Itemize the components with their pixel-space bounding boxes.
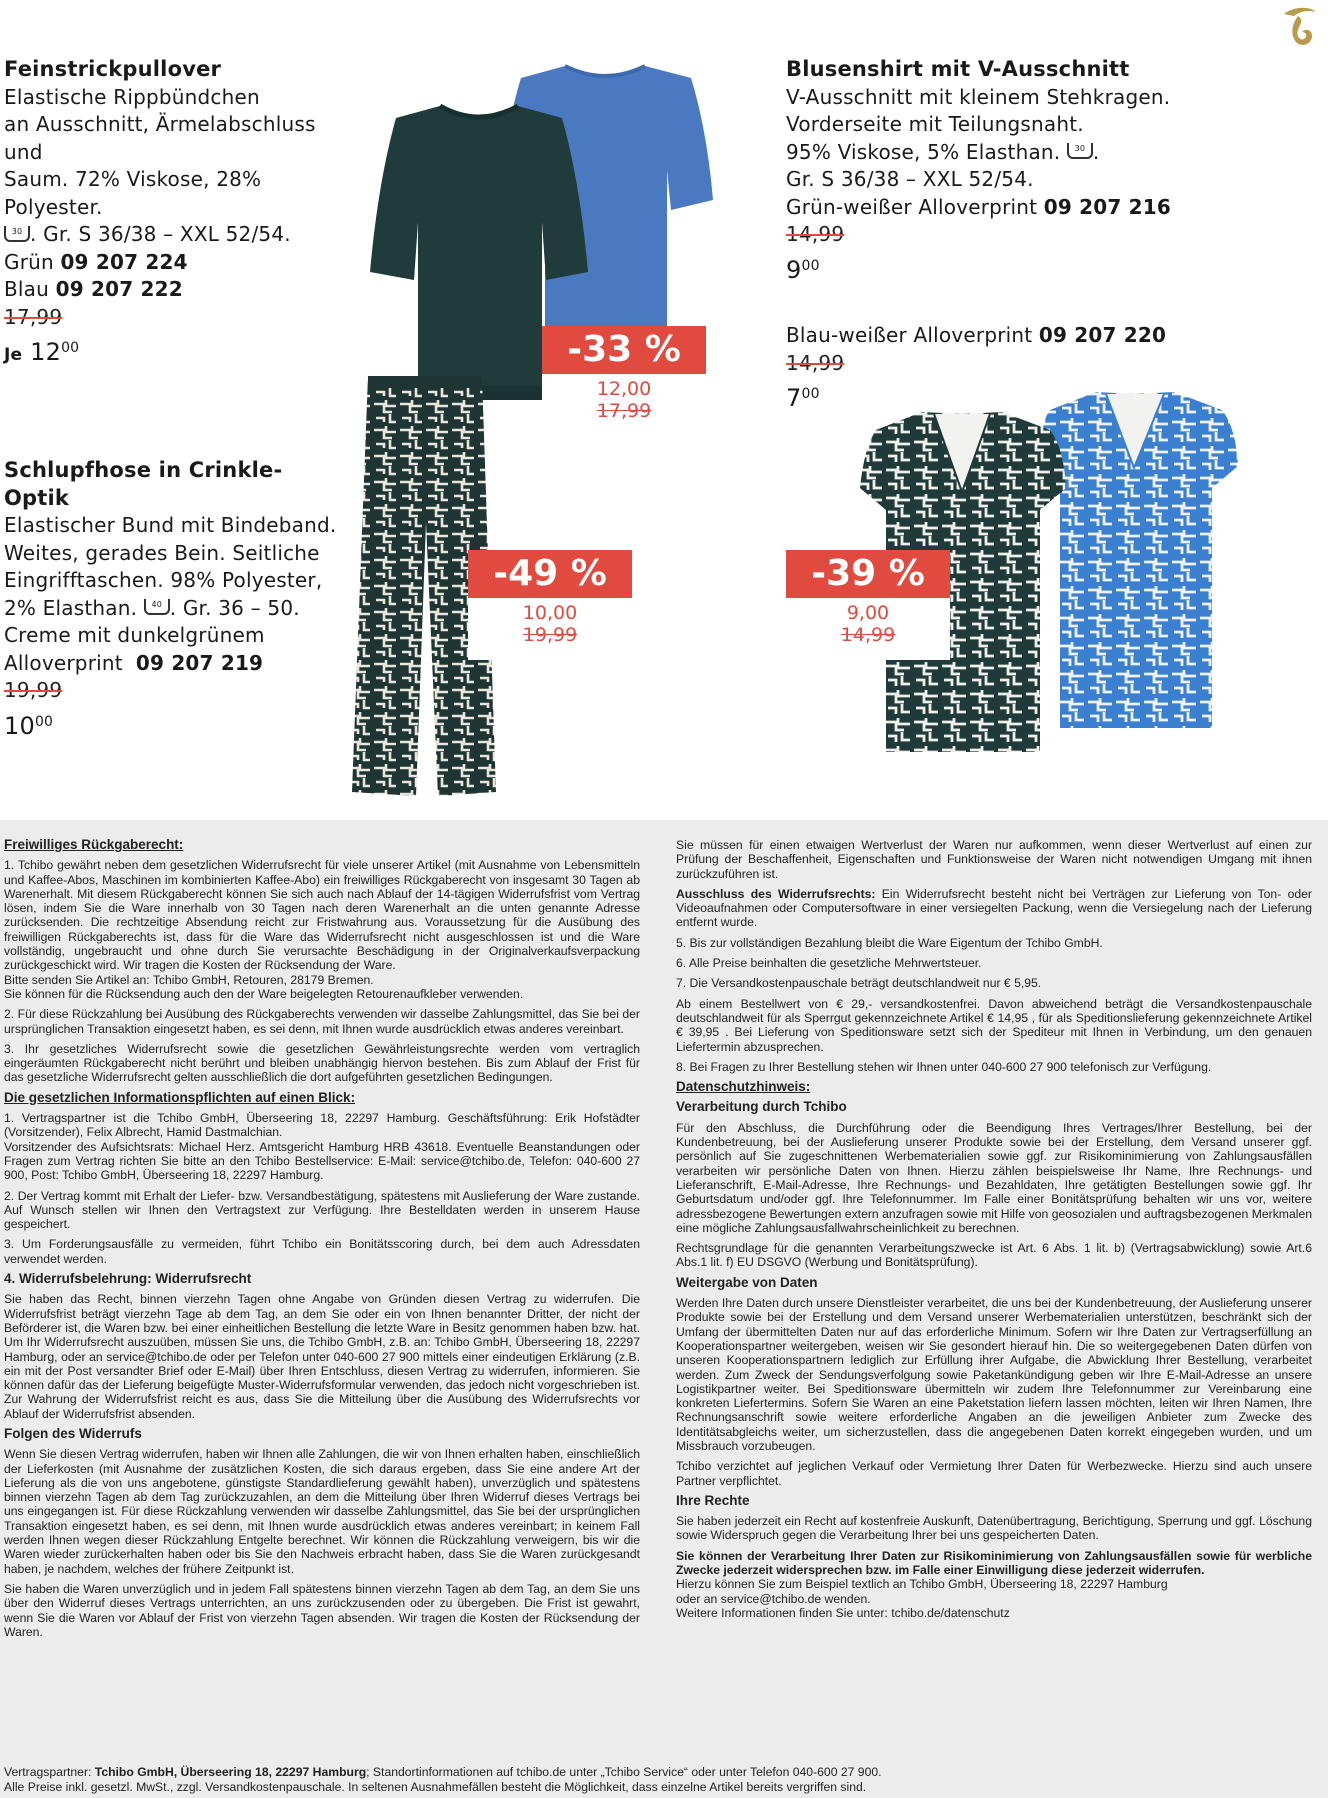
product-desc-line: Eingrifftaschen. 98% Polyester,: [4, 568, 323, 592]
legal-paragraph: Sie können für die Rücksendung auch den der Ware beigelegten Retourenaufkleber verwenden.: [4, 986, 524, 1001]
badge-old-price: 19,99: [522, 624, 578, 646]
current-price: $7^{00}$: [786, 384, 820, 412]
legal-paragraph: 1. Tchibo gewährt neben dem gesetzlichen Widerrufsrecht für viele unserer Artikel (mit Ausnahme von Lebensmitteln und Kaffee-Abos, Maschinen im kombinierten Kaffee-Abo) ein freiwilliges Rückgaberecht von insgesamt 30 Tagen ab Warenerhalt. Mit diesem Rückgaberecht können Sie sich auch nach Ablauf der 14-tägigen Widerrufsfrist vom Vertrag lösen, indem Sie die Ware innerhalb von 30 Tagen nach deren Warenerhalt an die unten genannte Adresse zurücksenden. Die rechtzeitige Absendung reicht zur Fristwahrung aus. Voraussetzung für die Ausübung des freiwilligen Rückgaberechts ist, dass für die Ware das Widerrufsrecht nicht ausgeschlossen ist und die Ware vollständig, ungebraucht und ohne durch Sie verursachte Beschädigung in der Originalverkaufsverpackung zurückgeschickt wird. Wir tragen die Kosten der Rücksendung der Ware.: [4, 858, 640, 973]
legal-paragraph: Sie müssen für einen etwaigen Wertverlust der Waren nur aufkommen, wenn dieser Wertverlust auf einen zur Prüfung der Beschaffenheit, Eigenschaften und Funktionsweise der Waren nicht notwendigen Umgang mit ihnen zurückzuführen ist.: [676, 838, 1312, 881]
product-desc-line: Elastische Rippbündchen: [4, 84, 260, 109]
old-price: 14,99: [786, 222, 845, 246]
badge-old-price: 17,99: [596, 400, 652, 422]
footer: [4, 1765, 1324, 1795]
product-desc-line: Weites, gerades Bein. Seitliche: [4, 540, 320, 565]
old-price: 14,99: [786, 350, 845, 375]
badge-new-price: 9,00: [846, 602, 890, 624]
heading-verarbeitung: Verarbeitung durch Tchibo: [676, 1099, 847, 1115]
badge-new-price: 12,00: [596, 378, 652, 400]
legal-paragraph: Für den Abschluss, die Durchführung oder die Beendigung Ihres Vertrages/Ihrer Bestellung, bei der Kundenbetreuung, bei der Auslieferung unserer Produkte sowie bei der Erstellung, dem Versand unserer ggf. persönlich auf Sie zugeschnittenen Werbematerialien sowie ggf. zur Risikominimierung von Zahlungsausfällen verarbeiten wir persönliche Daten von Ihnen. Hierzu zählen beispielsweise Ihr Name, Ihre Rechnungs- und Lieferanschrift, E-Mail-Adresse, Ihre Rechnungs- und Bezahldaten, Ihre getätigten Bestellungen sowie ggf. Ihr Geburtsdatum und/oder ggf. Ihre Telefonnummer. Im Falle einer Bonitätsprüfung behalten wir uns vor, weitere adressbezogene Bewertungen extern anzufragen sowie mit Hilfe von geosozialen und auftragsbezogenen Merkmalen eine mögliche Zahlungsausfallwahrscheinlichkeit zu berechnen.: [676, 1120, 1312, 1235]
heading-datenschutz: Datenschutzhinweis:: [676, 1079, 811, 1095]
wash-30-icon: 30: [4, 226, 30, 242]
legal-paragraph: Tchibo verzichtet auf jeglichen Verkauf oder Vermietung Ihrer Daten für Werbezwecke. Hierzu sind auch unsere Partner verpflichtet.: [676, 1459, 1312, 1488]
product-desc-line: V-Ausschnitt mit kleinem Stehkragen.: [786, 84, 1171, 109]
legal-paragraph: Rechtsgrundlage für die genannten Verarbeitungszwecke ist Art. 6 Abs. 1 lit. b) (Vertragsabwicklung) sowie Art.6 Abs.1 lit. f) EU DSGVO (Werbung und Bonitätsprüfung).: [676, 1241, 1312, 1270]
legal-paragraph: 2. Für diese Rückzahlung bei Ausübung des Rückgaberechts verwenden wir dasselbe Zahlungsmittel, das Sie bei der ursprünglichen Transaktion eingesetzt haben, es sei denn, mit Ihnen wurde ausdrücklich etwas anderes vereinbart.: [4, 1007, 640, 1036]
legal-paragraph: Ab einem Bestellwert von € 29,- versandkostenfrei. Davon abweichend beträgt die Versandkostenpauschale deutschlandweit für als Sperrgut gekennzeichnete Artikel € 14,95 , für als Speditionslieferung gekennzeichnete Artikel € 39,95 . Bei Lieferung von Speditionsware setzt sich der Spediteur mit Ihnen in Verbindung, um den genauen Liefertermin abzusprechen.: [676, 996, 1312, 1054]
legal-paragraph: Vorsitzender des Aufsichtsrats: Michael Herz. Amtsgericht Hamburg HRB 43618. Eventuelle Beanstandungen oder Fragen zum Vertrag richten Sie bitte an den Tchibo Bestellservice: E-Mail: service@tchibo.de, Telefon: 040-600 27 900, Post: Tchibo GmbH, Überseering 18, 22297 Hamburg.: [4, 1139, 640, 1183]
legal-paragraph: 7. Die Versandkostenpauschale beträgt deutschlandweit nur € 5,95.: [676, 976, 1042, 991]
heading-rueckgaberecht: Freiwilliges Rückgaberecht:: [4, 837, 184, 852]
wash-30-icon: 30: [1067, 143, 1093, 159]
discount-percent: -49 %: [468, 550, 632, 598]
product-pullover: [4, 56, 344, 370]
discount-badge-blouse: [786, 550, 950, 660]
legal-paragraph: 6. Alle Preise beinhalten die gesetzliche Mehrwertsteuer.: [676, 956, 982, 971]
legal-paragraph: Werden Ihre Daten durch unsere Dienstleister verarbeitet, die uns bei der Kundenbetreuung, der Auslieferung unserer Produkte sowie bei der Erstellung und dem Versand unserer Werbematerialien unterstützen, beschränkt sich der Umfang der übermittelten Daten nur auf das erforderliche Minimum. Sofern wir Ihre Daten zur Vertragserfüllung an Kooperationspartner weitergeben, weisen wir Sie gesondert hierauf hin. Die so weitergegebenen Daten dürfen von unseren Kooperationspartnern lediglich zur Erfüllung ihrer Aufgabe, die Abwicklung Ihrer Bestellung, verarbeitet werden. Zum Zweck der Sendungsverfolgung sowie Paketankündigung geben wir Ihre E-Mail-Adresse an unsere Logistikpartner weiter. Bei Speditionsware übermitteln wir zudem Ihre Telefonnummer zur Vereinbarung eine konkreten Liefertermins. Sofern Sie Waren an eine Paketstation liefern lassen möchten, leiten wir Ihren Namen, Ihre Rechnungsanschrift sowie weitere erforderliche Angaben an die jeweiligen Anbieter zum Zwecke des Identitätsabgleichs weiter, um sicherzustellen, dass die angegebenen Daten korrekt eingegeben wurden, und um Missbrauch vorzubeugen.: [676, 1296, 1312, 1453]
discount-percent: -39 %: [786, 550, 950, 598]
heading-widerrufsbelehrung: 4. Widerrufsbelehrung: Widerrufsrecht: [4, 1271, 252, 1287]
legal-paragraph: 5. Bis zur vollständigen Bezahlung bleibt die Ware Eigentum der Tchibo GmbH.: [676, 935, 1103, 950]
legal-paragraph: Hierzu können Sie zum Beispiel textlich an Tchibo GmbH, Überseering 18, 22297 Hamburg: [676, 1577, 1168, 1592]
article-number: 09 207 224: [60, 249, 188, 274]
product-size-line: 30 . Gr. S 36/38 – XXL 52/54.: [4, 221, 344, 249]
product-blouse: [786, 56, 1186, 284]
product-title: Feinstrickpullover: [4, 57, 222, 81]
product-desc-line: Creme mit dunkelgrünem: [4, 623, 265, 647]
discount-percent: -33 %: [542, 326, 706, 374]
current-price: Je $12^{00}$: [4, 338, 80, 366]
article-number: 09 207 219: [135, 650, 264, 675]
legal-left-column: [4, 838, 640, 1645]
product-title: Blusenshirt mit V-Ausschnitt: [786, 57, 1130, 81]
product-desc-line: 95% Viskose, 5% Elasthan. 30 .: [786, 139, 1100, 164]
legal-paragraph: Ausschluss des Widerrufsrechts: Ein Widerrufsrecht besteht nicht bei Verträgen zur Lieferung von Ton- oder Videoaufnahmen oder Computersoftware in einer versiegelten Packung, wenn die Versiegelung nach der Lieferung entfernt wurde.: [676, 886, 1312, 930]
heading-informationspflichten: Die gesetzlichen Informationspflichten auf einen Blick:: [4, 1089, 356, 1105]
current-price: $9^{00}$: [786, 255, 820, 284]
legal-paragraph: Weitere Informationen finden Sie unter: tchibo.de/datenschutz: [676, 1605, 1010, 1620]
heading-folgen-widerruf: Folgen des Widerrufs: [4, 1425, 142, 1441]
product-desc-line: Elastischer Bund mit Bindeband.: [4, 513, 337, 537]
legal-paragraph: 1. Vertragspartner ist die Tchibo GmbH, Überseering 18, 22297 Hamburg. Geschäftsführung: Erik Hofstädter (Vorsitzender), Felix Albrecht, Hamid Dastmalchian.: [4, 1111, 640, 1140]
badge-old-price: 14,99: [840, 624, 896, 646]
legal-paragraph-bold: Sie können der Verarbeitung Ihrer Daten zur Risikominimierung von Zahlungsausfällen sowie für werbliche Zwecke jederzeit widersprechen bzw. im Falle einer Einwilligung diese jederzeit widerrufen.: [676, 1548, 1312, 1578]
legal-paragraph: Wenn Sie diesen Vertrag widerrufen, haben wir Ihnen alle Zahlungen, die wir von Ihnen erhalten haben, einschließlich der Lieferkosten (mit Ausnahme der zusätzlichen Kosten, die sich daraus ergeben, dass Sie eine andere Art der Lieferung als die von uns angebotene, günstigste Standardlieferung gewählt haben), unverzüglich und spätestens binnen vierzehn Tagen ab dem Tag zurückzuzahlen, an dem die Mitteilung über Ihren Widerruf dieses Vertrags bei uns eingegangen ist. Für diese Rückzahlung verwenden wir dasselbe Zahlungsmittel, das Sie bei der ursprünglichen Transaktion eingesetzt haben, es sei denn, mit Ihnen wurde ausdrücklich etwas anderes vereinbart; in keinem Fall werden Ihnen wegen dieser Rückzahlung Entgelte berechnet. Wir können die Rückzahlung verweigern, bis wir die Waren wieder zurückerhalten haben oder bis Sie den Nachweis erbracht haben, dass Sie die Waren zurückgesandt haben, je nachdem, welches der frühere Zeitpunkt ist.: [4, 1447, 640, 1576]
tchibo-logo: [1276, 4, 1322, 50]
variant-green-white: Grün-weißer Alloverprint 09 207 216: [786, 194, 1172, 219]
product-desc-line: an Ausschnitt, Ärmelabschluss und: [4, 112, 316, 164]
legal-paragraph: Sie haben das Recht, binnen vierzehn Tagen ohne Angabe von Gründen diesen Vertrag zu widerrufen. Die Widerrufsfrist beträgt vierzehn Tage ab dem Tag, an dem Sie oder ein von Ihnen benannter Dritter, der nicht der Beförderer ist, die Waren bzw. bei einer einheitlichen Bestellung die letzte Ware in Besitz genommen haben bzw. hat. Um Ihr Widerrufsrecht auszuüben, müssen Sie uns, die Tchibo GmbH, z.B. an: Tchibo GmbH, Überseering 18, 22297 Hamburg, oder an service@tchibo.de oder per Telefon unter 040-600 27 900 mittels einer eindeutigen Erklärung (z.B. ein mit der Post versandter Brief oder E-Mail) über Ihren Entschluss, diesen Vertrag zu widerrufen, informieren. Sie können dafür das der Lieferung beigefügte Muster-Widerrufsformular verwenden, das jedoch nicht vorgeschrieben ist. Zur Wahrung der Widerrufsfrist reicht es aus, dass Sie die Mitteilung über die Ausübung des Widerrufsrechts vor Ablauf der Widerrufsfrist absenden.: [4, 1292, 640, 1421]
legal-paragraph: 8. Bei Fragen zu Ihrer Bestellung stehen wir Ihnen unter 040-600 27 900 telefonisch zur Verfügung.: [676, 1059, 1212, 1074]
product-blouse-variant-blue: [786, 322, 1186, 413]
footer-line: Vertragspartner: Tchibo GmbH, Überseering 18, 22297 Hamburg; Standortinformationen auf tchibo.de unter „Tchibo Service“ oder unter Telefon 040-600 27 900.: [4, 1765, 882, 1779]
product-pants: [4, 457, 344, 740]
variant-blue-white: Blau-weißer Alloverprint 09 207 220: [786, 323, 1167, 347]
old-price: 17,99: [4, 304, 63, 329]
legal-paragraph: 3. Um Forderungsausfälle zu vermeiden, führt Tchibo ein Bonitätsscoring durch, bei dem auch Adressdaten verwendet werden.: [4, 1237, 640, 1266]
old-price: 19,99: [4, 678, 63, 702]
article-number: 09 207 220: [1038, 323, 1167, 347]
legal-paragraph: 2. Der Vertrag kommt mit Erhalt der Liefer- bzw. Versandbestätigung, spätestens mit Auslieferung der Ware zustande. Auf Wunsch stellen wir Ihnen den Vertragstext zur Verfügung. Ihre Bestelldaten werden in unserem Hause gespeichert.: [4, 1188, 640, 1232]
product-desc-line: Vorderseite mit Teilungsnaht.: [786, 112, 1084, 136]
legal-paragraph: oder an service@tchibo.de wenden.: [676, 1591, 871, 1606]
variant-blue: Blau 09 207 222: [4, 277, 183, 301]
legal-paragraph: Sie haben die Waren unverzüglich und in jedem Fall spätestens binnen vierzehn Tagen ab dem Tag, an dem Sie uns über den Widerruf dieses Vertrags unterrichten, an uns zurückzusenden oder zu übergeben. Die Frist ist gewahrt, wenn Sie die Waren vor Ablauf der Frist von vierzehn Tagen absenden. Wir tragen die Kosten der Rücksendung der Waren.: [4, 1581, 640, 1639]
product-desc-line: Saum. 72% Viskose, 28% Polyester.: [4, 167, 262, 219]
heading-weitergabe: Weitergabe von Daten: [676, 1274, 818, 1290]
legal-paragraph: 3. Ihr gesetzliches Widerrufsrecht sowie die gesetzlichen Gewährleistungsrechte werden vom vertraglich eingeräumten Rückgaberecht nicht berührt und bleiben unabhängig hiervon bestehen. Bis zum Ablauf der Frist für das gesetzliche Widerrufsrecht gelten ausschließlich die dort aufgeführten gesetzlichen Bedingungen.: [4, 1041, 640, 1085]
heading-ihre-rechte: Ihre Rechte: [676, 1492, 750, 1508]
variant-green: Grün 09 207 224: [4, 249, 188, 274]
legal-right-column: [676, 838, 1312, 1626]
wash-40-icon: 40: [144, 599, 170, 615]
footer-line: Alle Preise inkl. gesetzl. MwSt., zzgl. Versandkostenpauschale. In seltenen Ausnahmefällen besteht die Möglichkeit, dass einzelne Artikel bereits vergriffen sind.: [4, 1780, 867, 1794]
discount-badge-pants: [468, 550, 632, 660]
variant-line: Alloverprint 09 207 219: [4, 650, 264, 675]
product-title: Schlupfhose in Crinkle-Optik: [4, 458, 283, 510]
legal-paragraph: Bitte senden Sie Artikel an: Tchibo GmbH, Retouren, 28179 Bremen.: [4, 972, 374, 987]
badge-new-price: 10,00: [522, 602, 578, 624]
current-price: $10^{00}$: [4, 711, 54, 740]
discount-badge-pullover: [542, 326, 706, 436]
article-number: 09 207 222: [55, 277, 183, 301]
article-number: 09 207 216: [1043, 194, 1172, 219]
product-desc-line: 2% Elasthan. 40 . Gr. 36 – 50.: [4, 595, 300, 620]
legal-paragraph: Sie haben jederzeit ein Recht auf kostenfreie Auskunft, Datenübertragung, Berichtigung, Sperrung und ggf. Löschung sowie Widerspruch gegen die Verarbeitung Ihrer bei uns gespeicherten Daten.: [676, 1514, 1312, 1543]
product-desc-line: Gr. S 36/38 – XXL 52/54.: [786, 167, 1034, 191]
